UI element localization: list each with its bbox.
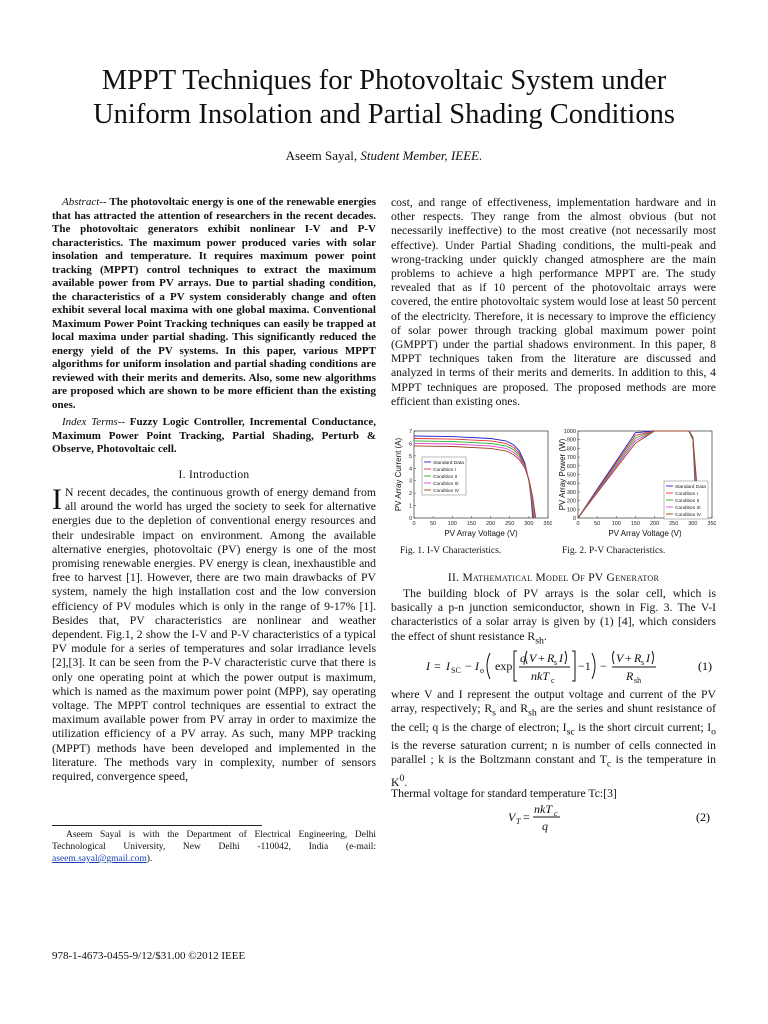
svg-text:V: V xyxy=(508,810,516,824)
x-tick-label: 250 xyxy=(669,521,679,527)
legend-label: Condition II xyxy=(433,475,458,480)
para1-sub: sh xyxy=(535,634,544,646)
y-tick-label: 0 xyxy=(408,516,412,522)
x-tick-label: 0 xyxy=(412,521,416,527)
legend-label: Standard Data xyxy=(433,461,464,466)
x-tick-label: 100 xyxy=(611,521,621,527)
svg-text:R: R xyxy=(634,651,642,665)
legend-label: Condition IV xyxy=(433,489,460,494)
dropcap: I xyxy=(52,483,62,516)
section-2-para-1 xyxy=(391,587,716,648)
x-axis-label: PV Array Voltage (V) xyxy=(444,529,518,538)
footnote-divider xyxy=(52,825,262,826)
legend-label: Condition III xyxy=(433,482,459,487)
y-tick-label: 500 xyxy=(566,472,576,479)
svg-text:q: q xyxy=(520,651,526,665)
y-tick-label: 700 xyxy=(566,455,576,462)
svg-text:=: = xyxy=(523,810,530,824)
x-tick-label: 350 xyxy=(543,521,552,527)
para2-end: . xyxy=(404,775,408,789)
y-tick-label: 1000 xyxy=(563,429,576,435)
abstract-text: The photovoltaic energy is one of the renewable energies that has attracted the attention of researchers in the recent decades. The photovoltaic generators exhibit nonlinear I-V and P-V characteristics. The maximum power produced varies with solar insolation and temperature. It requires maximum power point tracking (MPPT) control techniques to extract the maximum available power from PV arrays. Due to partial shading condition, the characteristics of a PV system considerably change and often exhibit several local maxima with one global maxima. Conventional Maximum Power Point Tracking techniques can easily be trapped at local maxima under partial shading. This significantly reduced the energy yield of the PV systems. In this paper, various MPPT algorithms for uniform insolation and partial shading conditions are reviewed with their merits and demerits. Also, some new algorithms are proposed which are shown to be more efficient than the existing ones. xyxy=(52,196,376,411)
y-tick-label: 200 xyxy=(566,498,576,505)
fig2-caption: Fig. 2. P-V Characteristics. xyxy=(562,546,666,556)
svg-text:−: − xyxy=(465,659,472,673)
svg-text:+: + xyxy=(538,651,545,665)
pv-chart xyxy=(556,428,716,540)
intro-text: N recent decades, the continuous growth of energy demand from all around the world has urged the society to seek for alternative energies due to the depletion of conventional energy resources and their undesirable impact on environment. Among the available alternative energies, photovoltaic (PV) energy is one of the most promising renewable energies. PV energy is clean, inexhaustible and free to harvest [1]. However, there are two main drawbacks of PV system, namely the high installation cost and the low conversion efficiency of PV modules which is only in the range of 9-17% [1]. Besides that, PV characteristics are nonlinear and weather dependent. Fig.1, 2 show the I-V and P-V characteristics of a typical PV module for a series of temperatures and solar irradiance levels [2],[3]. It can be seen from the P-V characteristic curve that there is only one operating point at which the power output is maximum, which is named as the maximum power point (MPP), say operating voltage. The MPPT control techniques are essential to extract the maximum available power from PV array in order to maximize the utilization efficiency of a PV array. As such, many MPP tracking (MPPT) methods have been developed and implemented in the literature. The methods vary in complexity, number of sensors required, convergence speed, xyxy=(52,486,376,784)
svg-text:T: T xyxy=(516,817,521,826)
x-tick-label: 250 xyxy=(505,521,515,527)
footnote xyxy=(52,829,376,865)
section-1-heading: I. Introduction xyxy=(178,469,250,481)
y-tick-label: 0 xyxy=(572,516,576,522)
equation-2-svg xyxy=(500,802,716,836)
legend-label: Condition IV xyxy=(675,513,702,518)
author-line xyxy=(0,148,768,164)
y-tick-label: 800 xyxy=(566,446,576,453)
svg-text:−1: −1 xyxy=(578,659,591,673)
y-tick-label: 400 xyxy=(566,481,576,488)
title-line-2: Uniform Insolation and Partial Shading Conditions xyxy=(93,99,675,130)
abstract-label: Abstract-- xyxy=(62,196,107,208)
paper-title xyxy=(30,64,738,132)
x-tick-label: 350 xyxy=(707,521,716,527)
y-tick-label: 5 xyxy=(408,453,412,460)
equation-1 xyxy=(420,647,720,685)
figure-2 xyxy=(556,428,716,545)
intro-paragraph xyxy=(52,483,376,784)
legend-label: Condition I xyxy=(433,468,456,473)
para2-c: are the series and shunt resistance of the cell; q is the charge of electron; I xyxy=(391,702,717,734)
footnote-text: Aseem Sayal is with the Department of Electrical Engineering, Delhi Technological University, New Delhi -110042, India (e-mail: xyxy=(52,830,376,852)
y-tick-label: 3 xyxy=(408,478,412,485)
right-column-text: cost, and range of effectiveness, implementation hardware and in other respects. They range from the almost obvious (but not necessarily ineffective) to the most creative (not necessarily most effective). Under Partial Shading conditions, the multi-peak and wrong-tracking under quickly changed atmosphere are the main problems to achieve a high performance MPPT are. The study revealed that as if 10 percent of the photovoltaic arrays were covered, the entire photovoltaic system would lose at least 50 percent of the electricity. Therefore, it is necessary to improve the efficiency of solar power through tracking global maximum power point (GMPPT) under the partial shadows environment. In this paper, 8 MPPT techniques taken from the literature are discussed and analyzed in terms of their merits and demerits. In addition to this, 4 MPPT techniques are proposed. The proposed methods are more efficient than existing ones. xyxy=(391,196,716,408)
para1-text: The building block of PV arrays is the solar cell, which is basically a p-n junction semiconductor, shown in Fig. 3. The V-I characteristics of a solar array is given by (1) [4], which considers the effect of shunt resistance R xyxy=(391,587,716,643)
para1-end: . xyxy=(543,629,547,643)
x-tick-label: 50 xyxy=(430,521,437,527)
svg-text:s: s xyxy=(641,658,645,667)
svg-text:SC: SC xyxy=(451,666,461,675)
para2-f: is the temperature in K xyxy=(391,753,716,789)
legend-label: Condition I xyxy=(675,492,698,497)
y-tick-label: 600 xyxy=(566,463,576,470)
svg-text:q: q xyxy=(542,819,548,833)
legend-label: Condition II xyxy=(675,499,700,504)
svg-text:I: I xyxy=(475,659,479,673)
svg-text:s: s xyxy=(554,658,558,667)
x-tick-label: 100 xyxy=(447,521,457,527)
svg-text:+: + xyxy=(625,651,632,665)
svg-text:I: I xyxy=(446,659,450,673)
eq2-number: (2) xyxy=(696,810,710,824)
svg-text:R: R xyxy=(626,669,634,683)
svg-text:I: I xyxy=(646,651,650,665)
index-terms-label: Index Terms-- xyxy=(62,416,126,428)
svg-text:c: c xyxy=(551,676,555,685)
thermal-voltage-text: Thermal voltage for standard temperature Tc:[3] xyxy=(391,787,617,800)
para2-b: and R xyxy=(495,702,529,716)
y-tick-label: 900 xyxy=(566,437,576,444)
y-tick-label: 6 xyxy=(408,441,412,448)
figure-1 xyxy=(392,428,552,545)
svg-text:c: c xyxy=(554,809,558,818)
index-terms-text: Fuzzy Logic Controller, Incremental Conductance, Maximum Power Point Tracking, Partial Shading, Perturb & Observe, Photovoltaic cell. xyxy=(52,416,377,455)
y-tick-label: 300 xyxy=(566,489,576,496)
svg-text:nkT: nkT xyxy=(534,802,552,816)
svg-text:I: I xyxy=(426,659,430,673)
section-2-para-2: where V and I represent the output voltage and current of the PV array, respectively; $R_s$ and $R_{sh}$ are the series and shunt resistance of the cell; q is the charge of electron; $I_{sc}$ is the short circuit current; $I_o$ is the reverse saturation current; n is number of cells connected in parallel ; k is the Boltzmann constant and $T_c$ is the temperature in $K^0$. xyxy=(391,688,717,789)
svg-text:o: o xyxy=(480,666,484,675)
fig1-caption: Fig. 1. I-V Characteristics. xyxy=(400,546,502,556)
equation-1-svg xyxy=(420,647,720,685)
svg-text:V: V xyxy=(616,651,624,665)
copyright-footer: 978-1-4673-0455-9/12/$31.00 ©2012 IEEE xyxy=(52,950,246,962)
x-tick-label: 300 xyxy=(524,521,534,527)
svg-text:nkT: nkT xyxy=(531,669,549,683)
section-2-heading: II. Mathematical Model Of PV Generator xyxy=(447,572,660,584)
svg-text:sh: sh xyxy=(634,676,642,685)
svg-text:V: V xyxy=(529,651,537,665)
y-tick-label: 4 xyxy=(408,466,412,473)
x-tick-label: 200 xyxy=(649,521,660,527)
x-tick-label: 300 xyxy=(688,521,698,527)
para2-d: is the short circuit current; I xyxy=(574,720,712,734)
y-tick-label: 100 xyxy=(566,507,576,514)
x-tick-label: 200 xyxy=(485,521,496,527)
x-tick-label: 50 xyxy=(594,521,601,527)
x-tick-label: 0 xyxy=(576,521,580,527)
abstract xyxy=(52,196,376,412)
para2-e: is the reverse saturation current; n is number of cells connected in parallel ; k is the Boltzmann constant and T xyxy=(391,739,716,767)
x-tick-label: 150 xyxy=(466,521,477,527)
para2-a: where V and I represent the output voltage and current of the PV array, respectively; R xyxy=(391,688,716,716)
title-line-1: MPPT Techniques for Photovoltaic System under xyxy=(101,65,667,96)
legend-label: Standard Data xyxy=(675,485,706,490)
svg-text:R: R xyxy=(547,651,555,665)
iv-chart xyxy=(392,428,552,540)
y-axis-label: PV Array Power (W) xyxy=(558,438,567,511)
y-tick-label: 7 xyxy=(408,429,412,435)
index-terms xyxy=(52,416,376,457)
legend-label: Condition III xyxy=(675,506,701,511)
footnote-end: ). xyxy=(146,854,153,864)
author-name: Aseem Sayal, xyxy=(285,148,361,163)
author-role: Student Member, IEEE. xyxy=(360,148,483,163)
svg-text:−: − xyxy=(600,659,607,673)
email-link[interactable]: aseem.sayal@gmail.com xyxy=(52,854,147,864)
y-axis-label: PV Array Current (A) xyxy=(394,437,403,512)
y-tick-label: 1 xyxy=(408,503,412,510)
y-tick-label: 2 xyxy=(408,491,412,498)
svg-text:exp: exp xyxy=(495,659,513,673)
x-tick-label: 150 xyxy=(630,521,641,527)
x-axis-label: PV Array Voltage (V) xyxy=(608,529,682,538)
svg-text:=: = xyxy=(434,659,441,673)
svg-text:I: I xyxy=(559,651,563,665)
equation-2 xyxy=(500,802,716,836)
eq1-number: (1) xyxy=(698,659,712,673)
